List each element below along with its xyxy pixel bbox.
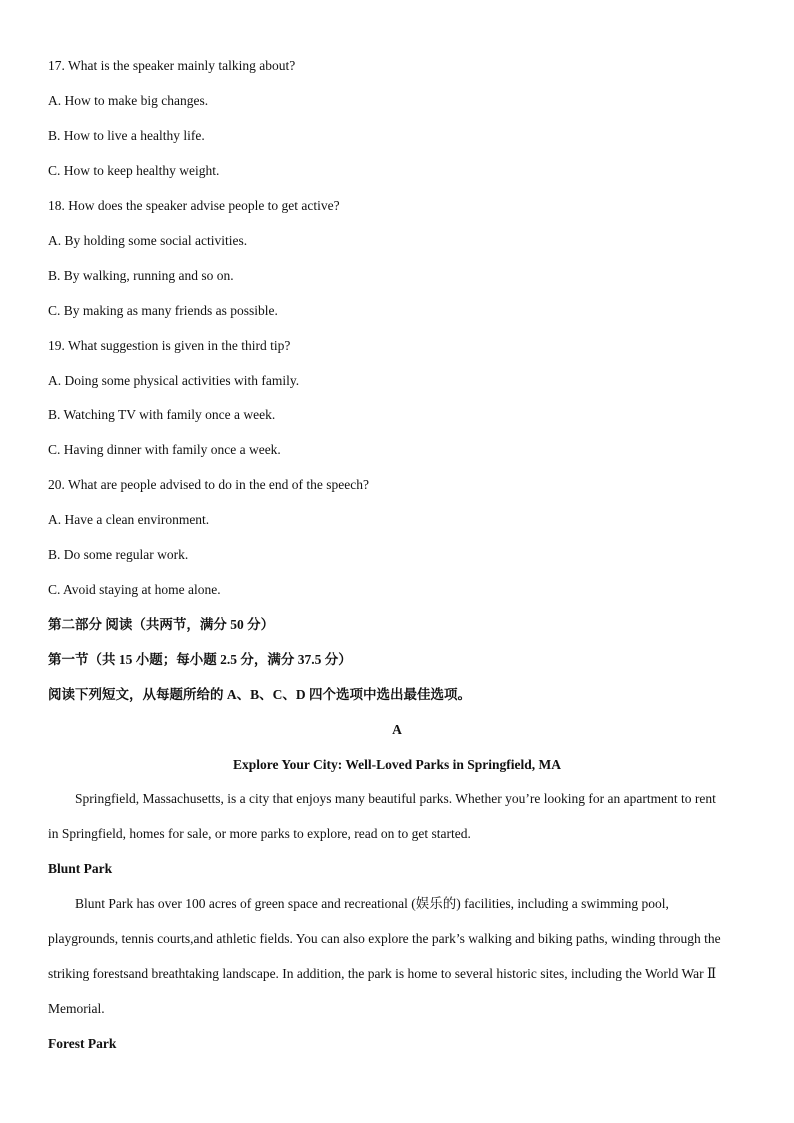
blunt-paragraph-line-3: striking forestsand breathtaking landscape. In addition, the park is home to several historic sites, including the World War Ⅱ: [48, 966, 717, 981]
forest-park-heading: Forest Park: [48, 1036, 117, 1051]
question-20-option-b: B. Do some regular work.: [48, 547, 189, 562]
subsection-title: 第一节（共 15 小题；每小题 2.5 分，满分 37.5 分）: [48, 652, 352, 667]
question-20-stem: 20. What are people advised to do in the end of the speech?: [48, 477, 370, 492]
question-18-option-c: C. By making as many friends as possible.: [48, 303, 278, 318]
blunt-paragraph-line-2: playgrounds, tennis courts,and athletic fields. You can also explore the park’s walking and biking paths, winding through the: [48, 931, 721, 946]
section-instruction: 阅读下列短文，从每题所给的 A、B、C、D 四个选项中选出最佳选项。: [48, 687, 472, 702]
intro-paragraph-line-2: in Springfield, homes for sale, or more parks to explore, read on to get started.: [48, 826, 471, 841]
blunt-paragraph-line-1: Blunt Park has over 100 acres of green space and recreational (娱乐的) facilities, including a swimming pool,: [75, 896, 669, 911]
question-18-stem: 18. How does the speaker advise people to get active?: [48, 198, 340, 213]
question-19-option-a: A. Doing some physical activities with family.: [48, 373, 300, 388]
passage-title: Explore Your City: Well-Loved Parks in Springfield, MA: [232, 757, 562, 772]
question-17-option-b: B. How to live a healthy life.: [48, 128, 205, 143]
intro-paragraph-line-1: Springfield, Massachusetts, is a city that enjoys many beautiful parks. Whether you’re looking for an apartment to rent: [75, 791, 716, 806]
blunt-park-heading: Blunt Park: [48, 861, 113, 876]
question-17-option-a: A. How to make big changes.: [48, 93, 209, 108]
question-18-option-b: B. By walking, running and so on.: [48, 268, 234, 283]
question-17-option-c: C. How to keep healthy weight.: [48, 163, 220, 178]
question-20-option-c: C. Avoid staying at home alone.: [48, 582, 221, 597]
question-17-stem: 17. What is the speaker mainly talking about?: [48, 58, 296, 73]
question-19-option-b: B. Watching TV with family once a week.: [48, 407, 276, 422]
question-19-option-c: C. Having dinner with family once a week.: [48, 442, 281, 457]
passage-label: A: [392, 722, 402, 737]
question-20-option-a: A. Have a clean environment.: [48, 512, 210, 527]
question-19-stem: 19. What suggestion is given in the third tip?: [48, 338, 291, 353]
blunt-paragraph-line-4: Memorial.: [48, 1001, 105, 1016]
part-title: 第二部分 阅读（共两节，满分 50 分）: [48, 617, 275, 632]
question-18-option-a: A. By holding some social activities.: [48, 233, 248, 248]
